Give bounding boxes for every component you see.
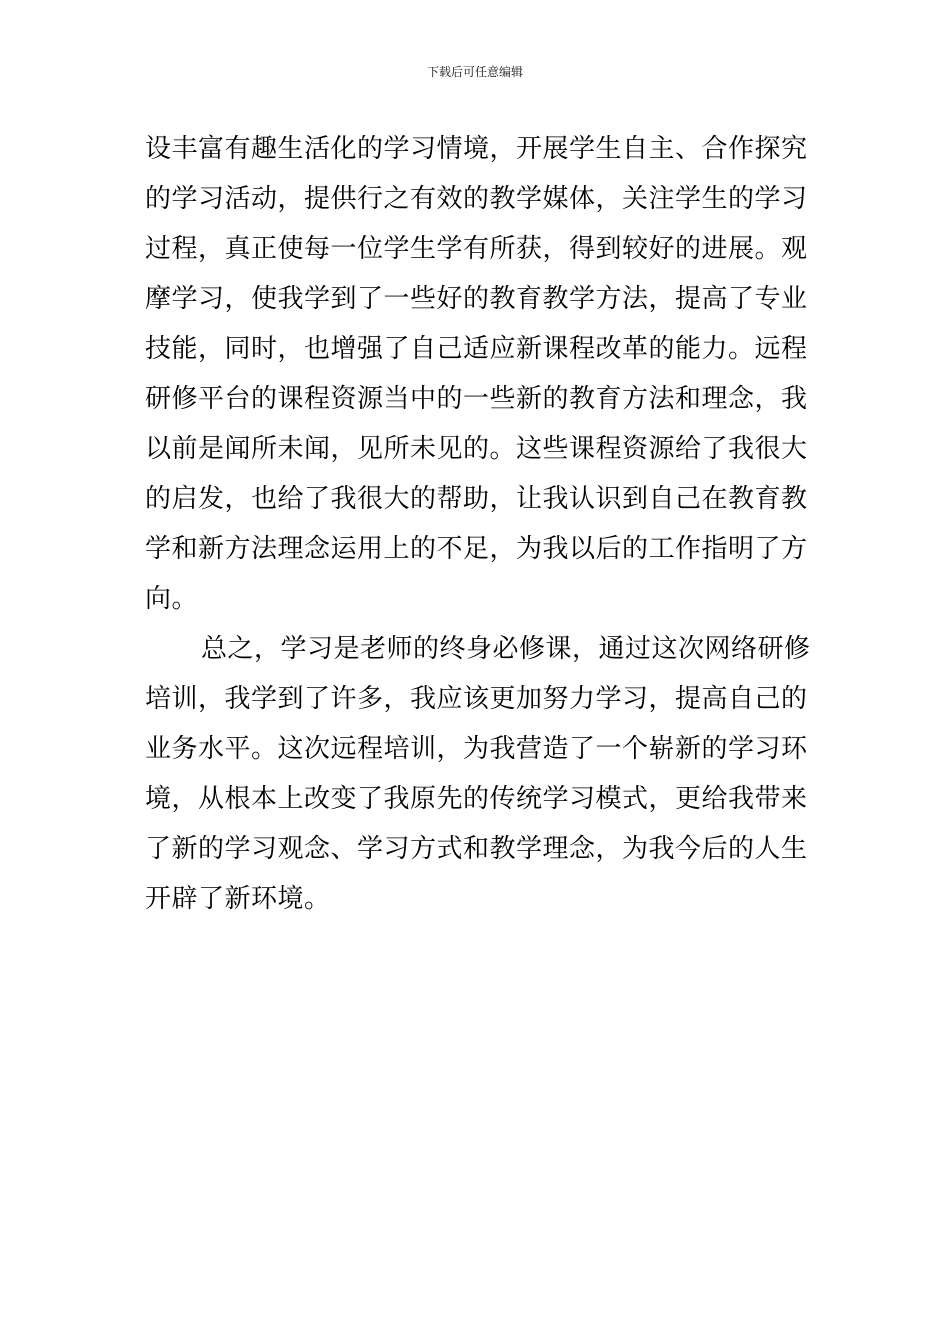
text-line: 的启发，也给了我很大的帮助，让我认识到自己在教育教 [145, 484, 808, 514]
document-body [145, 124, 810, 924]
text-line: 境，从根本上改变了我原先的传统学习模式，更给我带来 [145, 784, 808, 814]
text-line: 研修平台的课程资源当中的一些新的教育方法和理念，我 [145, 384, 808, 414]
text-line: 开辟了新环境。 [145, 884, 331, 914]
text-line: 了新的学习观念、学习方式和教学理念，为我今后的人生 [145, 834, 808, 864]
page-header: 下载后可任意编辑 [426, 65, 523, 79]
text-line: 向。 [145, 584, 199, 614]
text-line: 设丰富有趣生活化的学习情境，开展学生自主、合作探究 [145, 134, 808, 164]
text-line: 培训，我学到了许多，我应该更加努力学习，提高自己的 [145, 684, 808, 714]
text-line: 技能，同时，也增强了自己适应新课程改革的能力。远程 [145, 334, 808, 364]
text-line: 总之，学习是老师的终身必修课，通过这次网络研修 [201, 634, 811, 664]
paragraph [145, 124, 810, 624]
text-line: 的学习活动，提供行之有效的教学媒体，关注学生的学习 [145, 184, 808, 214]
text-line: 学和新方法理念运用上的不足，为我以后的工作指明了方 [145, 534, 808, 564]
text-line: 以前是闻所未闻，见所未见的。这些课程资源给了我很大 [145, 434, 808, 464]
paragraph [145, 624, 810, 924]
text-line: 过程，真正使每一位学生学有所获，得到较好的进展。观 [145, 234, 808, 264]
text-line: 摩学习，使我学到了一些好的教育教学方法，提高了专业 [145, 284, 808, 314]
text-line: 业务水平。这次远程培训，为我营造了一个崭新的学习环 [145, 734, 808, 764]
